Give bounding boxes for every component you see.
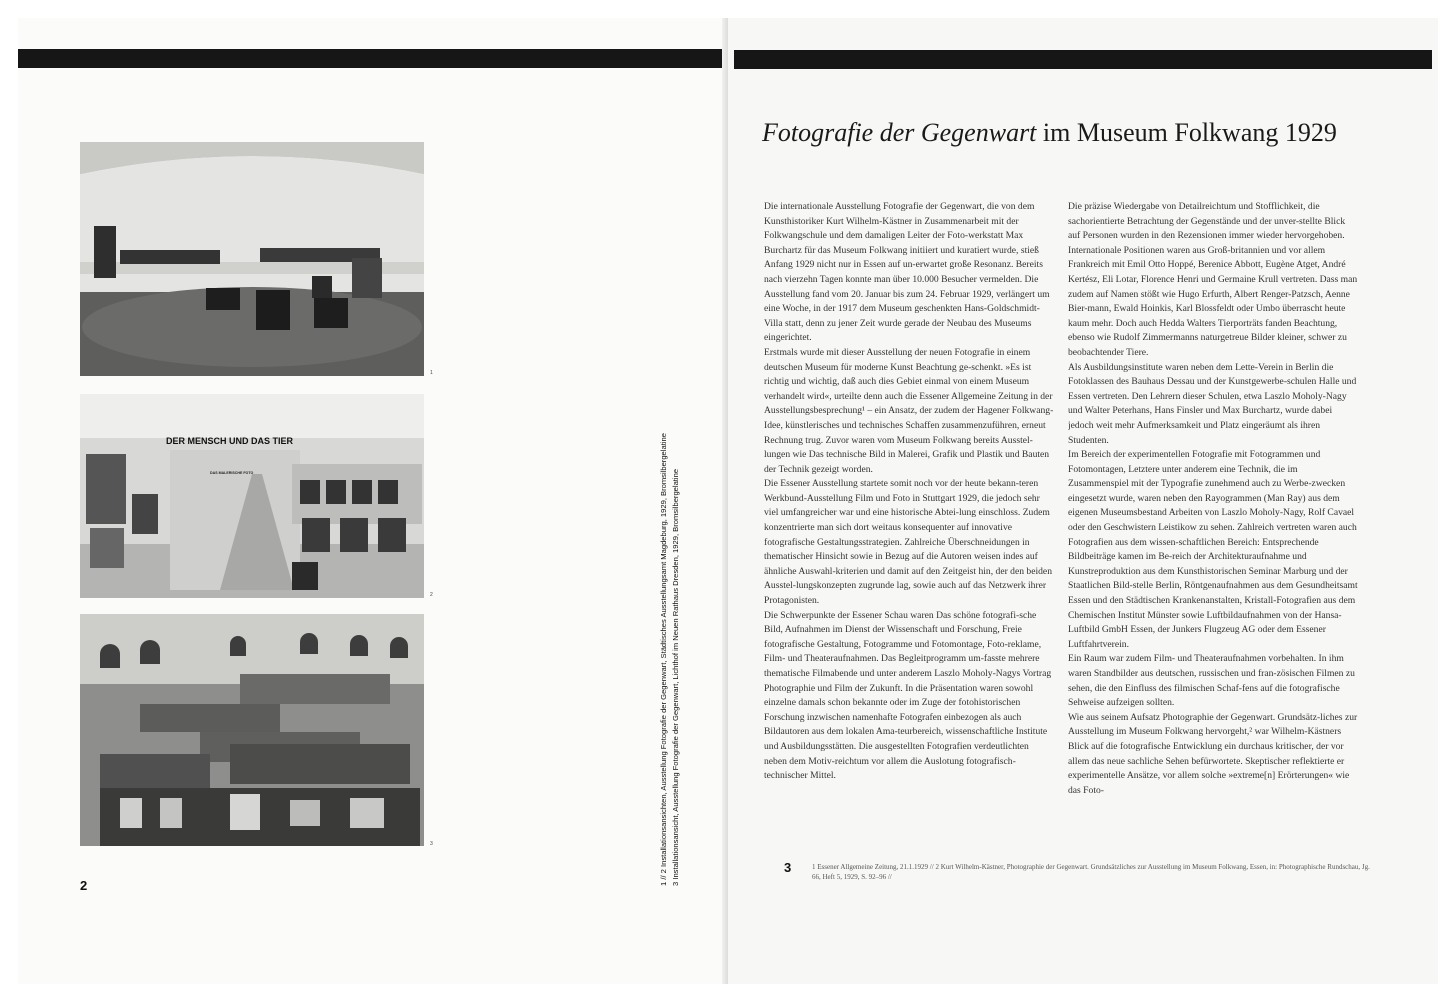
photo-installation-2: [80, 394, 424, 598]
paragraph: Die internationale Ausstellung Fotografie der Gegenwart, die von dem Kunsthistoriker Kurt Wilhelm-Kästner in Zusammenarbeit mit der Folkwangschule und dem damaligen Leiter der Foto-werkstatt Max Burchartz für das Museum Folkwang initiiert und kuratiert wurde, stieß Anfang 1929 nicht nur in Essen auf un-erwartet große Resonanz. Bereits nach vierzehn Tagen konnte man über 10.000 Besucher vermelden. Die Ausstellung fand vom 20. Januar bis zum 24. Februar 1929, verlängert um eine Woche, in der 1917 dem Museum geschenkten Hans-Goldschmidt-Villa statt, denn zu jener Zeit wurde gerade der Neubau des Museums eingerichtet.: [764, 201, 1050, 344]
article-title-italic: Fotografie der Gegenwart: [762, 118, 1037, 147]
photo-installation-3: [80, 614, 424, 846]
left-page: [18, 18, 728, 984]
paragraph: Erstmals wurde mit dieser Ausstellung der neuen Fotografie in einem deutschen Museum für moderne Kunst Beachtung ge-schenkt. »Es ist richtig und wichtig, daß auch dies Gebiet einmal von einem Museum verhandelt wird«, urteilte denn auch die Essener Allgemeine Zeitung in der Ausstellungsbesprechung¹ – ein Ansatz, der zudem der Hagener Folkwang-Idee, künstlerisches und technisches Schaffen zusammenzuführen, erneut Rechnung trug. Zuvor waren vom Museum Folkwang bereits Ausstel-lungen wie Das technische Bild in Malerei, Grafik und Plastik und Bauten der Technik gezeigt worden.: [764, 346, 1054, 475]
header-bar-right: [734, 50, 1432, 69]
paragraph: Die Essener Ausstellung startete somit noch vor der heute bekann-teren Werkbund-Ausstellung Film und Foto in Stuttgart 1929, die jedoch sehr viel umfangreicher war und eine historische Abtei-lung einschloss. Zudem konzentrierte man sich dort weitaus konsequenter auf innovative fotografische Gestaltungsstrategien. Zahlreiche Überschneidungen in thematischer Hinsicht sowie in Bezug auf die Autoren weisen indes auf ähnliche Auswahl-kriterien und damit auf den Zeitgeist hin, der den beiden Ausstel-lungskonzepten zugrunde lag, sowie auch auf das Netzwerk ihrer Protagonisten.: [764, 478, 1052, 607]
photo-sign-text: DER MENSCH UND DAS TIER: [166, 436, 294, 446]
paragraph: Als Ausbildungsinstitute waren neben dem Lette-Verein in Berlin die Fotoklassen des Bauhaus Dessau und der Kunstgewerbe-schulen Halle und Essen vertreten. Den Lehrern dieser Schulen, etwa Laszlo Moholy-Nagy und Walter Peterhans, Hans Finsler und Max Burchartz, wurde dabei jedoch weit mehr Aufmerksamkeit und Platz eingeräumt als ihren Studenten.: [1068, 361, 1357, 446]
photo-installation-1: [80, 142, 424, 376]
text-column-2: [1068, 200, 1358, 840]
article-title: [762, 118, 1337, 148]
footnotes: 1 Essener Allgemeine Zeitung, 21.1.1929 // 2 Kurt Wilhelm-Kästner, Photographie der Gegenwart. Grundsätzliches zur Ausstellung im Museum Folkwang, Essen, in: Photographische Rundschau, Jg. 66, Heft 5, 1929, S. 92–96 //: [812, 863, 1370, 881]
photo-number-2: 2: [430, 592, 433, 598]
caption-line-1: 1 // 2 Installationsansichten, Ausstellung Fotografie der Gegenwart, Städtisches Ausstellungsamt Magdeburg, 1929, Bromsilbergelatine: [659, 433, 668, 886]
photo-caption: [658, 326, 682, 886]
photo-inner-sign: DAS MALERISCHE FOTO: [210, 471, 254, 475]
page-number-left: 2: [80, 878, 88, 893]
header-bar-left: [18, 49, 722, 68]
article-title-rest: im Museum Folkwang 1929: [1036, 118, 1337, 147]
paragraph: Die Schwerpunkte der Essener Schau waren Das schöne fotografi-sche Bild, Aufnahmen im Dienst der Wissenschaft und Forschung, Freie fotografische Gestaltung, Fotogramme und Fotomontage, Foto-reklame, Film- und Theateraufnahmen. Das Begleitprogramm um-fasste mehrere thematische Filmabende und unter anderem Laszlo Moholy-Nagys Vortrag Photographie und Film der Zukunft. In die Präsentation waren sowohl einzelne damals schon bekannte oder im Zuge der fotohistorischen Forschung inzwischen namenhafte Fotografen einbezogen als auch Bildautoren aus dem lokalen Ama-teurbereich, wissenschaftliche Institute und Ausbildungsstätten. Die ausgestellten Fotografien verdeutlichten neben dem Motiv-reichtum vor allem die Auslotung fotografisch-technischer Mittel.: [764, 609, 1052, 782]
paragraph: Die präzise Wiedergabe von Detailreichtum und Stofflichkeit, die sachorientierte Betrachtung der Gegenstände und der unver-stellte Blick auf Personen wurden in den Rezensionen immer wieder hervorgehoben. Internationale Positionen waren aus Groß-britannien und vor allem Frankreich mit Emil Otto Hoppé, Berenice Abbott, Eugène Atget, André Kertész, Eli Lotar, Florence Henri und Germaine Krull vertreten. Dass man zudem auf Namen stößt wie Hugo Erfurth, Albert Renger-Patzsch, Aenne Bier-mann, Ewald Hoinkis, Karl Blossfeldt oder Umbo überrascht heute kaum mehr. Doch auch Hedda Walters Tierporträts fanden Beachtung, ebenso wie Rudolf Zimmermanns naturgetreue Bilder kleiner, schwer zu beobachtender Tiere.: [1068, 201, 1358, 358]
page-number-right: 3: [784, 860, 792, 875]
caption-line-2: 3 Installationsansicht, Ausstellung Fotografie der Gegenwart, Lichthof im Neuen Rathaus Dresden, 1929, Bromsilbergelatine: [671, 468, 680, 886]
paragraph: Ein Raum war zudem Film- und Theateraufnahmen vorbehalten. In ihm waren Standbilder aus deutschen, russischen und fran-zösischen Filmen zu sehen, die den Einfluss des filmischen Schaf-fens auf die fotografische Sehweise aufzeigen sollten.: [1068, 653, 1355, 709]
photo-number-1: 1: [430, 370, 433, 376]
paragraph: Im Bereich der experimentellen Fotografie mit Fotogrammen und Fotomontagen, Letztere unter anderem eine Technik, die im Zusammenspiel mit der Typografie zunehmend auch zu Werbe-zwecken eingesetzt wurde, waren neben den Rayogrammen (Man Ray) aus dem eigenen Museumsbestand Arbeiten von Laszlo Moholy-Nagy, Rolf Cavael oder den Geschwistern Leistikow zu sehen. Zahlreich vertreten waren auch Fotografien aus dem wissen-schaftlichen Bereich: Entsprechende Bildbeiträge kamen im Be-reich der Architekturaufnahme und Kunstreproduktion aus dem Kunsthistorischen Seminar Marburg und der Staatlichen Bild-stelle Berlin, Röntgenaufnahmen aus dem Gesundheitsamt Essen und den Städtischen Krankenanstalten, Kristall-Fotografien aus dem Chemischen Institut Münster sowie Luftbildaufnahmen von der Hansa-Luftbild GmbH Essen, der Junkers Flugzeug AG oder dem Essener Luftfahrtverein.: [1068, 449, 1358, 650]
photo-number-3: 3: [430, 841, 433, 847]
paragraph: Wie aus seinem Aufsatz Photographie der Gegenwart. Grundsätz-liches zur Ausstellung im Museum Folkwang hervorgeht,² war Wilhelm-Kästners Blick auf die fotografische Entwicklung ein durchaus kritischer, der vor allem das neue sachliche Sehen befürwortete. Skeptischer reflektierte er experimentelle Ansätze, vor allem solche »extreme[n] Erörterungen« wie das Foto-: [1068, 711, 1358, 796]
text-column-1: [764, 200, 1054, 840]
